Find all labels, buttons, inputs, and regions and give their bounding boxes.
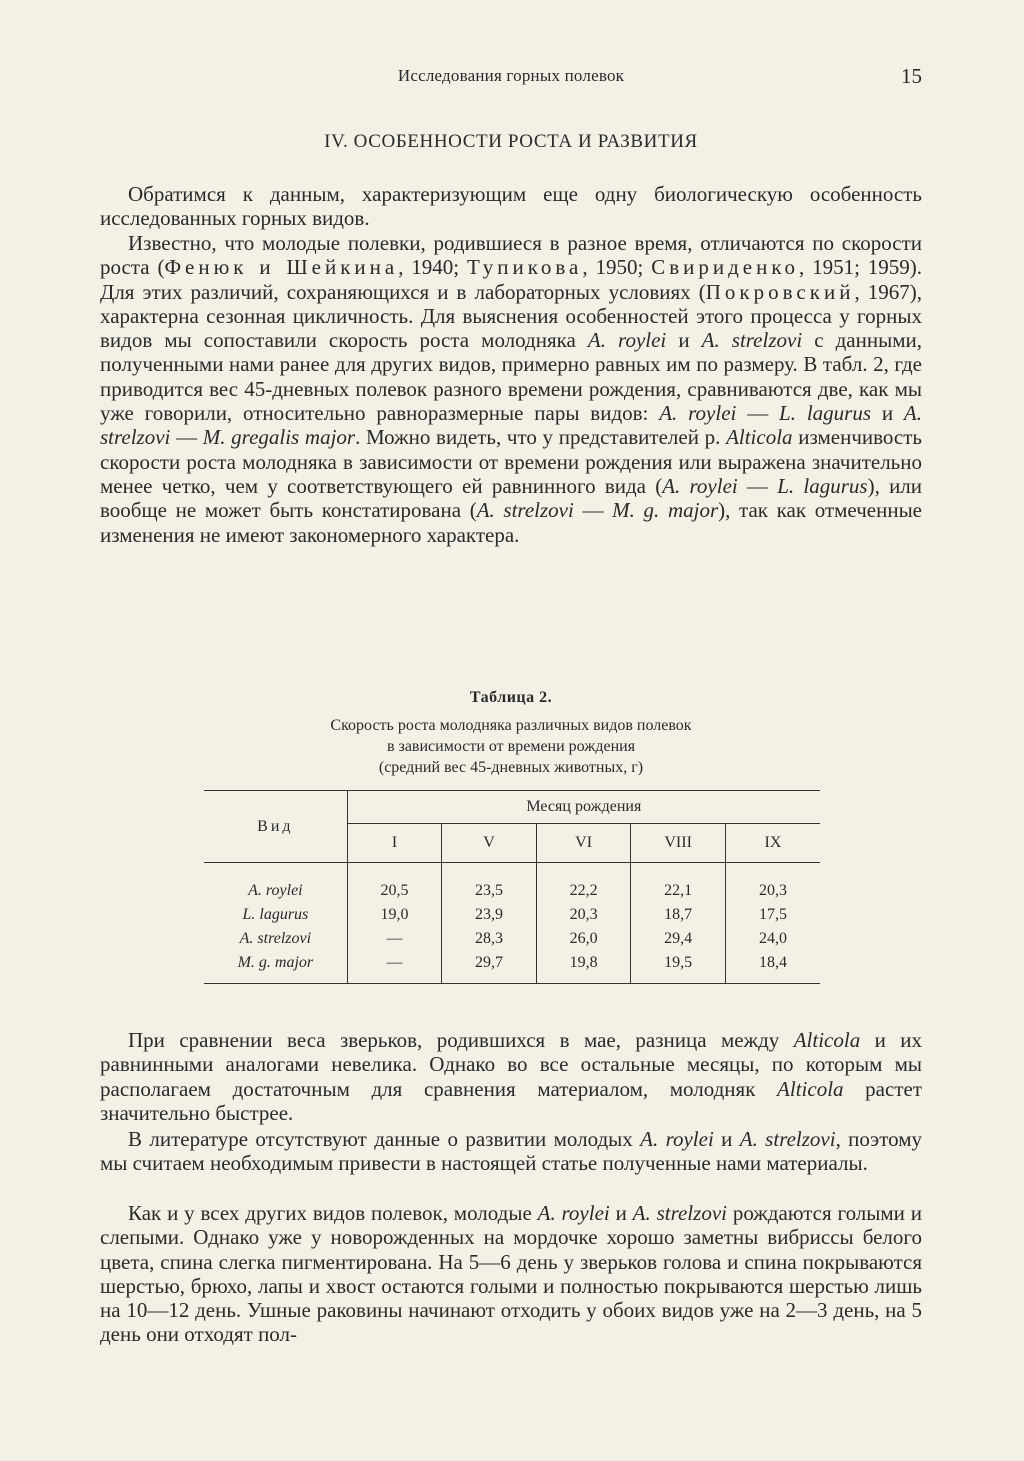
running-title: Исследования горных полевок bbox=[397, 66, 625, 85]
value-cell: 29,4 bbox=[631, 927, 726, 951]
species-cell: A. roylei bbox=[204, 863, 347, 904]
value-cell: 17,5 bbox=[758, 906, 787, 923]
paragraph-3 bbox=[100, 1028, 922, 1125]
page-number: 15 bbox=[901, 64, 922, 88]
table-label: Таблица 2. bbox=[469, 689, 553, 706]
table-caption-line: Скорость роста молодняка различных видов полевок bbox=[330, 717, 692, 734]
paragraph-3-text: При сравнении веса зверьков, родившихся в мае, разница между Alticola и их равнинными аналогами невелика. Однако во все остальные месяцы, по которым мы располагаем достаточным для сравнения материалом, молодняк Alticola растет значительно быстрее. bbox=[100, 1028, 923, 1125]
value-cell: 20,5 bbox=[347, 863, 442, 904]
growth-table bbox=[204, 790, 820, 984]
value-cell: 28,3 bbox=[442, 927, 537, 951]
species-cell: L. lagurus bbox=[204, 903, 347, 927]
paragraph-2-text: Известно, что молодые полевки, родившиеся в разное время, отличаются по скорости роста (Фенюк и Шейкина, 1940; Тупикова, 1950; Свириденко, 1951; 1959). Для этих различий, сохраняющихся и в лабораторных условиях (Покровский, 1967), характерна сезонная цикличность. Для выяснения особенностей этого процесса у горных видов мы сопоставили скорость роста молодняка A. roylei и A. strelzovi с данными, полученными нами ранее для других видов, примерно равных им по размеру. В табл. 2, где приводится вес 45-дневных полевок разного времени рождения, сравниваются две, как мы уже говорили, относительно равноразмерные пары видов: A. roylei — L. lagurus и A. strelzovi — M. gregalis major. Можно видеть, что у представителей р. Alticola изменчивость скорости роста молодняка в зависимости от времени рождения или выражена значительно менее четко, чем у соответствующего ей равнинного вида (A. roylei — L. lagurus), или вообще не может быть констатирована (A. strelzovi — M. g. major), так как отмеченные изменения не имеют закономерного характера. bbox=[100, 231, 923, 547]
section-heading: IV. ОСОБЕННОСТИ РОСТА И РАЗВИТИЯ bbox=[324, 131, 698, 152]
species-cell: A. strelzovi bbox=[204, 927, 347, 951]
value-cell: 18,4 bbox=[758, 954, 787, 971]
table-caption-line: в зависимости от времени рождения bbox=[386, 738, 636, 755]
value-cell: — bbox=[347, 927, 442, 951]
value-cell: 22,1 bbox=[631, 863, 726, 904]
table-row bbox=[204, 927, 820, 951]
value-cell: 20,3 bbox=[758, 882, 787, 899]
paragraph-5-text: Как и у всех других видов полевок, молодые A. roylei и A. strelzovi рождаются голыми и слепыми. Однако уже у новорожденных на мордочке хорошо заметны вибриссы белого цвета, спина слегка пигментирована. На 5—6 день у зверьков голова и спина покрываются шерстью, брюхо, лапы и хвост остаются голыми и полностью покрываются шерстью лишь на 10—12 день. Ушные раковины начинают отходить у обоих видов уже на 2—3 день, на 5 день они отходят пол- bbox=[100, 1201, 922, 1347]
table-row bbox=[204, 951, 820, 984]
value-cell: — bbox=[347, 951, 442, 984]
table-row bbox=[204, 863, 820, 904]
column-header-month: V bbox=[442, 824, 537, 863]
value-cell: 26,0 bbox=[536, 927, 631, 951]
value-cell: 19,8 bbox=[536, 951, 631, 984]
column-header-month: VIII bbox=[631, 824, 726, 863]
paragraph-4 bbox=[100, 1127, 922, 1176]
value-cell: 19,5 bbox=[631, 951, 726, 984]
column-header-month-group: Месяц рождения bbox=[347, 791, 820, 824]
table-row bbox=[204, 903, 820, 927]
paragraph-4-text: В литературе отсутствуют данные о развитии молодых A. roylei и A. strelzovi, поэтому мы считаем необходимым привести в настоящей статье полученные нами материалы. bbox=[100, 1127, 922, 1176]
value-cell: 20,3 bbox=[536, 903, 631, 927]
value-cell: 24,0 bbox=[758, 930, 787, 947]
paragraph-2 bbox=[100, 231, 922, 547]
column-header-month: IX bbox=[725, 824, 820, 863]
species-cell: M. g. major bbox=[204, 951, 347, 984]
running-head bbox=[96, 64, 926, 94]
table-caption-line: (средний вес 45-дневных животных, г) bbox=[378, 759, 644, 776]
paragraph-5 bbox=[100, 1201, 922, 1347]
column-header-month: I bbox=[347, 824, 442, 863]
column-header-month: VI bbox=[536, 824, 631, 863]
value-cell: 29,7 bbox=[442, 951, 537, 984]
value-cell: 19,0 bbox=[347, 903, 442, 927]
table-caption bbox=[96, 715, 926, 778]
paragraph-1 bbox=[100, 182, 922, 231]
paragraph-1-text: Обратимся к данным, характеризующим еще одну биологическую особенность исследованных горных видов. bbox=[100, 182, 922, 231]
value-cell: 22,2 bbox=[536, 863, 631, 904]
column-header-species: Вид bbox=[204, 791, 347, 863]
value-cell: 18,7 bbox=[631, 903, 726, 927]
value-cell: 23,5 bbox=[442, 863, 537, 904]
value-cell: 23,9 bbox=[442, 903, 537, 927]
